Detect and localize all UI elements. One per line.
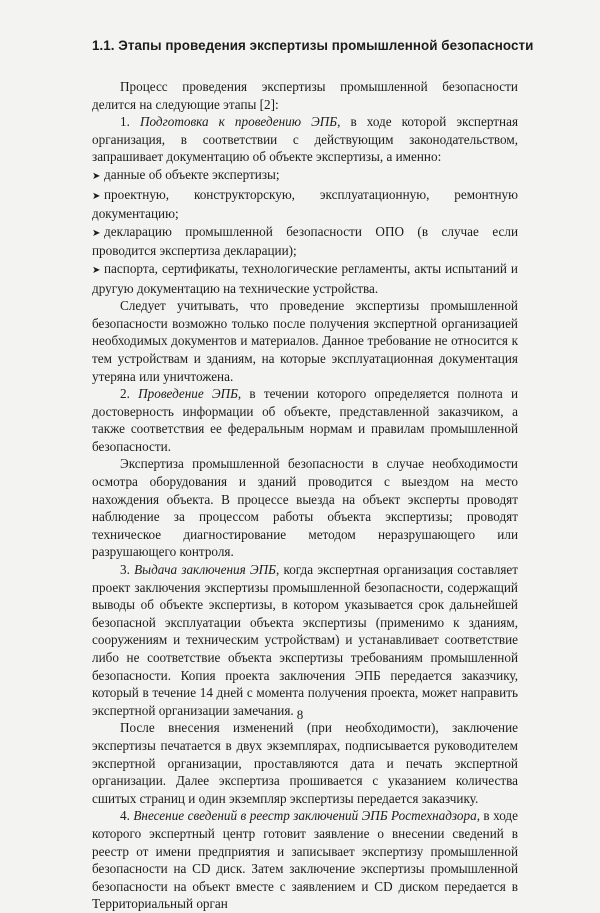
- stage-2-title: Проведение ЭПБ: [138, 386, 238, 402]
- note-paragraph: Следует учитывать, что проведение экспертизы промышленной безопасности возможно только после получения экспертной организацией необходимых документов и материалов. Данное требование не относится к тем устройствам и зданиям, на которые эксплуатационная документация утеряна или уничтожена.: [92, 298, 518, 384]
- stage-3-paragraph: [92, 561, 518, 719]
- stage-4-title: Внесение сведений в реестр заключений ЭПБ Ростехнадзора: [133, 808, 477, 824]
- stage-4-paragraph: [92, 807, 518, 913]
- body-text: [92, 78, 518, 913]
- intro-paragraph: Процесс проведения экспертизы промышленной безопасности делится на следующие этапы [2]:: [92, 79, 518, 112]
- section-heading: 1.1. Этапы проведения экспертизы промышленной безопасности: [92, 38, 534, 53]
- stage-2-number: 2.: [120, 386, 139, 402]
- stage-3-text: , когда экспертная организация составляет проект заключения экспертизы промышленной безопасности, содержащий выводы об объекте экспертизы, в котором указывается срок дальнейшей безопасной эксплуатации объекта экспертизы (применимо к зданиям, сооружениям и техническим устройствам) и устанавливает соответствие либо не соответствие объекта экспертизы требованиям промышленной безопасности. Копия проекта заключения ЭПБ передается заказчику, который в течение 14 дней с момента получения проекта, может направить экспертной организации замечания.: [92, 562, 519, 718]
- arrow-bullet-icon: ➤: [92, 227, 101, 239]
- stage-1-paragraph: [92, 113, 518, 166]
- list-item: ➤ паспорта, сертификаты, технологические регламенты, акты испытаний и другую документацию на технические устройства.: [92, 260, 518, 296]
- list-item: ➤ декларацию промышленной безопасности ОПО (в случае если проводится экспертиза декларации);: [92, 223, 518, 259]
- stage-1-title: Подготовка к проведению ЭПБ: [139, 114, 338, 130]
- changes-paragraph: После внесения изменений (при необходимости), заключение экспертизы печатается в двух экземплярах, подписывается руководителем экспертной организации, проставляются дата и печать экспертной организации. Далее экспертиза прошивается с указанием количества сшитых страниц и один экземпляр экспертизы передается заказчику.: [92, 720, 518, 806]
- stage-3-title: Выдача заключения ЭПБ: [134, 562, 276, 578]
- stage-4-number: 4.: [120, 808, 134, 824]
- list-item: ➤ проектную, конструкторскую, эксплуатационную, ремонтную документацию;: [92, 186, 518, 222]
- inspection-paragraph: Экспертиза промышленной безопасности в случае необходимости осмотра оборудования и зданий проводится с выездом на место нахождения объекта. В процессе выезда на объект эксперты проводят наблюдение за процессом работы объекта экспертизы; проводят техническое диагностирование методом неразрушающего или разрушающего контроля.: [92, 456, 518, 560]
- stage-2-text: , в течении которого определяется полнота и достоверность информации об объекте, представленной заказчиком, а также соответствия ее федеральным нормам и правилам промышленной безопасности.: [92, 386, 519, 454]
- stage-2-paragraph: [92, 385, 518, 455]
- stage-1-text: , в ходе которой экспертная организация, в соответствии с действующим законодательством, запрашивает документацию об объекте экспертизы, а именно:: [92, 114, 519, 165]
- page-number: 8: [296, 707, 304, 722]
- stage-3-number: 3.: [120, 562, 135, 578]
- arrow-bullet-icon: ➤: [92, 264, 101, 276]
- stage-4-text: , в ходе которого экспертный центр готовит заявление о внесении сведений в реестр от имени предприятия и записывает экспертизу промышленной безопасности на CD диск. Затем заключение экспертизы промышленной безопасности на объект вместе с заявлением и CD диском передается в Территориальный орган: [92, 808, 518, 912]
- list-item: ➤ данные об объекте экспертизы;: [92, 166, 518, 186]
- arrow-bullet-icon: ➤: [92, 190, 101, 202]
- arrow-bullet-icon: ➤: [92, 170, 101, 182]
- stage-1-number: 1.: [120, 114, 140, 130]
